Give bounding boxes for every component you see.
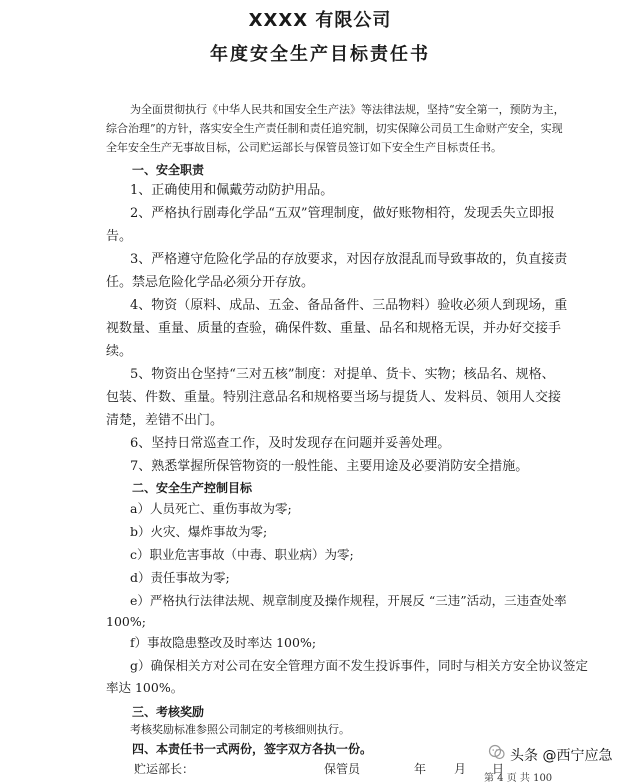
s1-item5-line1: 5、物资出仓坚持“三对五核”制度：对提单、货卡、实物；核品名、规格、	[130, 367, 555, 382]
s2-item-g-line2: 率达 100%。	[106, 680, 184, 695]
s1-item3-line1: 3、严格遵守危险化学品的存放要求，对因存放混乱而导致事故的，负直接责	[130, 252, 568, 267]
section4-heading: 四、本责任书一式两份，签字双方各执一份。	[132, 742, 373, 756]
s2-item-a: a）人员死亡、重伤事故为零;	[130, 501, 292, 516]
s2-item-c: c）职业危害事故（中毒、职业病）为零;	[130, 547, 354, 562]
intro-line-1: 为全面贯彻执行《中华人民共和国安全生产法》等法律法规，坚持“安全第一，预防为主，	[130, 103, 565, 116]
intro-line-3: 全年安全生产无事故目标，公司贮运部长与保管员签订如下安全生产目标责任书。	[106, 141, 502, 154]
s1-item5-line2: 包装、件数、重量。特别注意品名和规格要当场与提货人、发料员、领用人交接	[106, 390, 562, 405]
watermark-text: 头条 @西宁应急	[510, 748, 613, 764]
company-title: XXXX 有限公司	[248, 10, 392, 31]
page-number: 第 4 页 共 100	[484, 773, 553, 784]
watermark	[510, 745, 612, 765]
s2-item-d: d）责任事故为零;	[130, 570, 230, 585]
s2-item-g-line1: g）确保相关方对公司在安全管理方面不发生投诉事件，同时与相关方安全协议签定	[130, 658, 589, 673]
document-title: 年度安全生产目标责任书	[210, 44, 430, 65]
section2-heading: 二、安全生产控制目标	[132, 481, 253, 495]
s2-item-e-line2: 100%;	[106, 614, 146, 629]
s1-item2-line2: 告。	[106, 229, 133, 244]
s2-item-f: f）事故隐患整改及时率达 100%;	[130, 635, 317, 650]
section3-text: 考核奖励标准参照公司制定的考核细则执行。	[130, 723, 350, 736]
signature-year: 年	[414, 762, 427, 776]
section1-heading: 一、安全职责	[132, 163, 205, 177]
s1-item5-line3: 清楚，差错不出门。	[106, 413, 224, 428]
s1-item4-line2: 视数量、重量、质量的查验，确保件数、重量、品名和规格无误，并办好交接手	[106, 321, 562, 336]
s2-item-e-line1: e）严格执行法律法规、规章制度及操作规程，开展反 “三违”活动，三违查处率	[130, 593, 567, 608]
section3-heading: 三、考核奖励	[132, 705, 205, 719]
s1-item6: 6、坚持日常巡查工作，及时发现存在问题并妥善处理。	[130, 436, 451, 451]
watermark-logo-icon	[488, 743, 506, 761]
s1-item1: 1、正确使用和佩戴劳动防护用品。	[130, 183, 334, 198]
intro-line-2: 综合治理”的方针，落实安全生产责任制和责任追究制，切实保障公司员工生命财产安全，实现	[106, 122, 563, 135]
s1-item4-line3: 续。	[106, 344, 133, 359]
signature-keeper: 保管员	[324, 762, 361, 776]
s2-item-b: b）火灾、爆炸事故为零;	[130, 524, 268, 539]
signature-month: 月	[454, 762, 467, 776]
s1-item3-line2: 任。禁忌危险化学品必须分开存放。	[106, 275, 315, 290]
s1-item2-line1: 2、严格执行剧毒化学品“五双”管理制度，做好账物相符，发现丢失立即报	[130, 206, 555, 221]
signature-day: 日	[492, 762, 505, 776]
s1-item4-line1: 4、物资（原料、成品、五金、备品备件、三品物料）验收必须人到现场，重	[130, 298, 568, 313]
s1-item7: 7、熟悉掌握所保管物资的一般性能、主要用途及必要消防安全措施。	[130, 459, 529, 474]
signature-dept-head: 贮运部长：	[134, 762, 195, 776]
